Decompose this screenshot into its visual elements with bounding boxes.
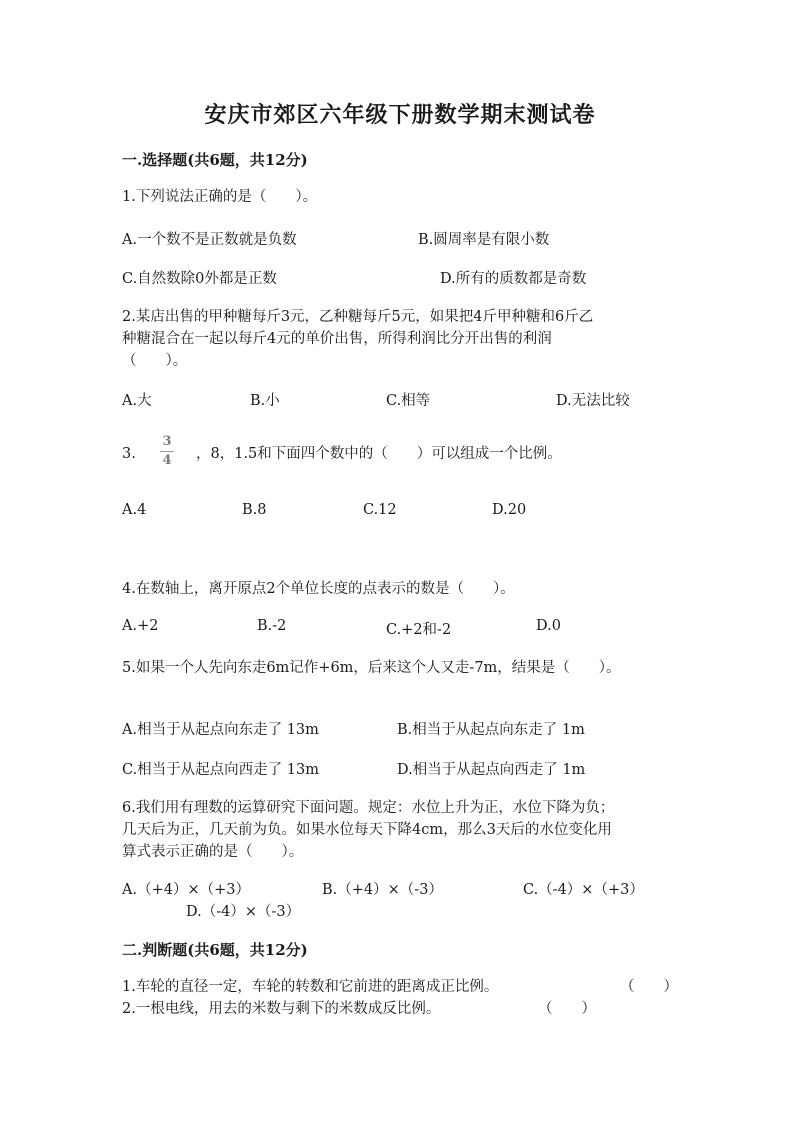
fraction-numerator: 3: [162, 434, 172, 449]
question-2-stem-line1: 2.某店出售的甲种糖每斤3元，乙种糖每斤5元，如果把4斤甲种糖和6斤乙: [122, 309, 594, 325]
section-heading-choice: 一.选择题(共6题，共12分): [122, 151, 308, 169]
question-5-option-d: D.相当于从起点向西走了 1m: [397, 762, 586, 778]
judgement-1-blank: （ ）: [620, 979, 678, 995]
question-5-option-a: A.相当于从起点向东走了 13m: [122, 722, 319, 738]
question-1-option-c: C.自然数除0外都是正数: [122, 271, 277, 287]
question-5-option-b: B.相当于从起点向东走了 1m: [397, 722, 585, 738]
question-3-option-a: A.4: [122, 502, 147, 518]
question-5-option-c: C.相当于从起点向西走了 13m: [122, 762, 319, 778]
judgement-2-stem: 2.一根电线，用去的米数与剩下的米数成反比例。: [122, 1001, 441, 1017]
question-6-stem-line3: 算式表示正确的是（ ）。: [122, 844, 304, 860]
question-4-option-b: B.-2: [257, 618, 287, 634]
question-6-option-a: A.（+4）×（+3）: [122, 882, 250, 898]
question-4-stem: 4.在数轴上，离开原点2个单位长度的点表示的数是（ ）。: [122, 581, 515, 597]
question-6-option-b: B.（+4）×（-3）: [322, 882, 443, 898]
question-4-option-a: A.+2: [122, 618, 159, 634]
question-4-option-c: C.+2和-2: [386, 622, 452, 638]
question-6-option-c: C.（-4）×（+3）: [523, 882, 644, 898]
section-heading-judgement: 二.判断题(共6题，共12分): [122, 941, 308, 959]
question-2-option-c: C.相等: [386, 393, 431, 409]
question-6-option-d: D.（-4）×（-3）: [186, 904, 301, 920]
fraction-denominator: 4: [162, 453, 172, 468]
question-1-stem: 1.下列说法正确的是（ ）。: [122, 189, 318, 205]
question-3-option-c: C.12: [363, 502, 397, 518]
question-2-stem-line2: 种糖混合在一起以每斤4元的单价出售，所得利润比分开出售的利润: [122, 331, 552, 347]
judgement-2-blank: （ ）: [538, 1001, 596, 1017]
question-6-stem-line1: 6.我们用有理数的运算研究下面问题。规定：水位上升为正，水位下降为负；: [122, 800, 615, 816]
question-3-option-d: D.20: [492, 502, 527, 518]
question-6-stem-line2: 几天后为正，几天前为负。如果水位每天下降4cm，那么3天后的水位变化用: [122, 822, 612, 838]
judgement-1-stem: 1.车轮的直径一定，车轮的转数和它前进的距离成正比例。: [122, 979, 499, 995]
fraction-bar: [160, 451, 174, 452]
question-3-number: 3.: [122, 446, 136, 462]
question-2-stem-line3: （ ）。: [122, 353, 188, 369]
question-3-stem: ，8，1.5和下面四个数中的（ ）可以组成一个比例。: [196, 446, 562, 462]
question-3-option-b: B.8: [242, 502, 267, 518]
question-2-option-a: A.大: [122, 393, 152, 409]
question-1-option-d: D.所有的质数都是奇数: [440, 271, 587, 287]
question-1-option-b: B.圆周率是有限小数: [418, 232, 550, 248]
question-2-option-b: B.小: [250, 393, 280, 409]
question-4-option-d: D.0: [536, 618, 561, 634]
question-1-option-a: A.一个数不是正数就是负数: [122, 232, 297, 248]
question-2-option-d: D.无法比较: [556, 393, 630, 409]
page-title: 安庆市郊区六年级下册数学期末测试卷: [204, 102, 596, 128]
question-3-fraction: [160, 434, 174, 469]
question-5-stem: 5.如果一个人先向东走6m记作+6m，后来这个人又走-7m，结果是（ ）。: [122, 660, 621, 676]
